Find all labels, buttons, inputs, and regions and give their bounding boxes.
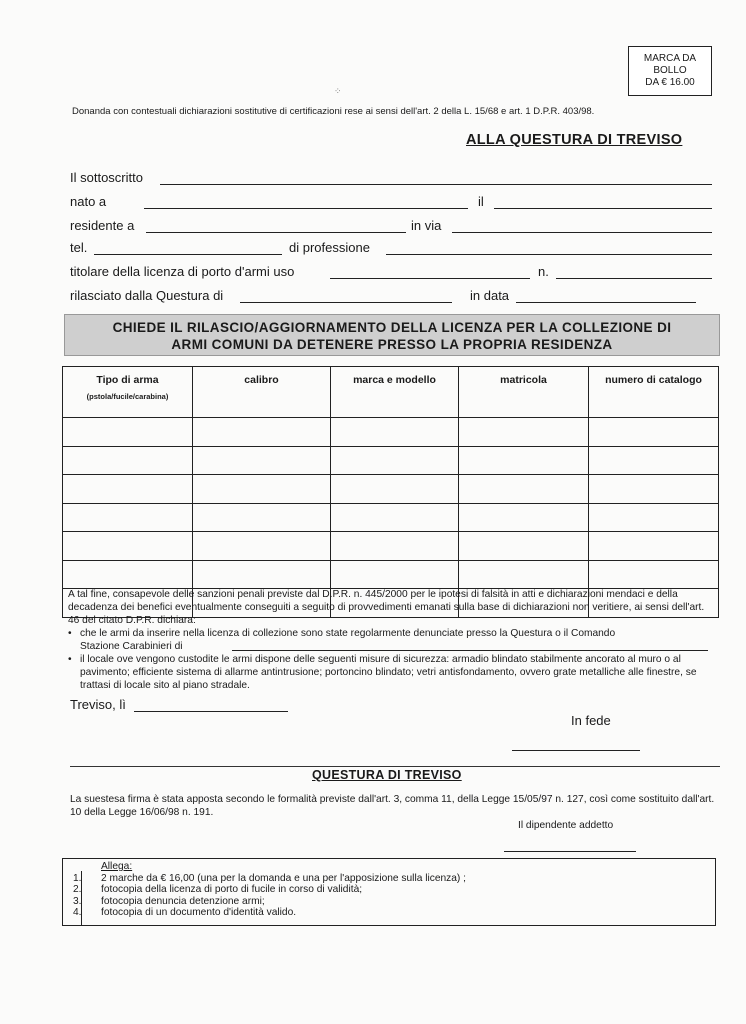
street-label: in via: [411, 218, 442, 233]
table-cell[interactable]: [331, 475, 459, 504]
revenue-stamp-box: [628, 46, 712, 96]
table-cell[interactable]: [459, 446, 589, 475]
table-cell[interactable]: [193, 560, 331, 589]
column-weapon-type-hint: (pstola/fucile/carabina): [86, 392, 169, 401]
request-banner: [64, 314, 720, 356]
table-row: [63, 532, 719, 561]
table-cell[interactable]: [63, 475, 193, 504]
clerk-label: Il dipendente addetto: [518, 820, 614, 831]
carabinieri-station-label: Stazione Carabinieri di: [80, 641, 183, 652]
table-cell[interactable]: [459, 532, 589, 561]
table-cell[interactable]: [63, 503, 193, 532]
issued-by-label: rilasciato dalla Questura di: [70, 288, 224, 303]
table-cell[interactable]: [459, 418, 589, 447]
declaration-item-reported-text: che le armi da inserire nella licenza di collezione sono state regolarmente denunciate presso la Questura o il Comando: [80, 628, 616, 639]
list-item: [73, 873, 715, 885]
enclosure-number: 1.: [73, 872, 82, 884]
residence-field[interactable]: [146, 232, 406, 233]
table-cell[interactable]: [331, 532, 459, 561]
signature-label: In fede: [571, 713, 611, 728]
licence-number-field[interactable]: [556, 278, 712, 279]
table-cell[interactable]: [331, 418, 459, 447]
enclosure-text: 2 marche da € 16,00 (una per la domanda e una per l'apposizione sulla licenza) ;: [101, 872, 466, 884]
table-cell[interactable]: [63, 446, 193, 475]
enclosure-text: fotocopia denuncia detenzione armi;: [101, 895, 265, 907]
table-cell[interactable]: [459, 560, 589, 589]
list-item: [73, 907, 715, 919]
table-row: [63, 446, 719, 475]
table-header-row: [63, 367, 719, 418]
request-line-2: ARMI COMUNI DA DETENERE PRESSO LA PROPRIA RESIDENZA: [171, 337, 613, 352]
table-row: [63, 503, 719, 532]
table-cell[interactable]: [589, 418, 719, 447]
issue-date-field[interactable]: [516, 302, 696, 303]
column-calibre: calibro: [193, 367, 331, 418]
declaration-paragraph: A tal fine, consapevole delle sanzioni penali previste dal D.P.R. n. 445/2000 per le ipotesi di falsità in atti e dichiarazioni mendaci e della decadenza dei benefici eventualmente conseguiti a seguito di provvedimenti emanati sulla base di dichiarazioni non veritiere, ai sensi dell'art. 46 del citato D.P.R. dichiara:: [68, 589, 705, 626]
residence-label: residente a: [70, 218, 135, 233]
table-cell[interactable]: [193, 532, 331, 561]
table-cell[interactable]: [589, 560, 719, 589]
table-cell[interactable]: [331, 503, 459, 532]
place-date-label: Treviso, lì: [70, 697, 126, 712]
table-row: [63, 560, 719, 589]
table-cell[interactable]: [193, 418, 331, 447]
intro-text: Donanda con contestuali dichiarazioni sostitutive di certificazioni rese ai sensi dell'art. 2 della L. 15/68 e art. 1 D.P.R. 403/98.: [72, 106, 595, 117]
table-cell[interactable]: [331, 560, 459, 589]
clerk-signature-field[interactable]: [504, 851, 636, 852]
enclosure-number: 2.: [73, 884, 82, 895]
enclosure-number: 4.: [73, 907, 82, 918]
birth-date-field[interactable]: [494, 208, 712, 209]
column-weapon-type: [63, 367, 193, 418]
stamp-line-2: BOLLO: [653, 65, 687, 76]
list-item: [73, 896, 715, 908]
authentication-text: La suestesa firma è stata apposta secondo le formalità previste dall'art. 3, comma 11, della Legge 15/05/97 n. 127, così come sostituito dall'art. 10 della Legge 16/06/98 n. 191.: [70, 794, 715, 818]
born-in-field[interactable]: [144, 208, 468, 209]
column-serial: matricola: [459, 367, 589, 418]
table-row: [63, 475, 719, 504]
licence-type-label: titolare della licenza di porto d'armi uso: [70, 264, 295, 279]
table-cell[interactable]: [459, 475, 589, 504]
table-cell[interactable]: [193, 475, 331, 504]
weapons-table: [62, 366, 719, 618]
list-item: [73, 884, 715, 896]
enclosures-divider: [81, 871, 82, 926]
table-cell[interactable]: [459, 503, 589, 532]
table-cell[interactable]: [589, 503, 719, 532]
issued-by-field[interactable]: [240, 302, 452, 303]
table-cell[interactable]: [63, 418, 193, 447]
profession-field[interactable]: [386, 254, 712, 255]
enclosure-number: 3.: [73, 895, 82, 907]
column-weapon-type-label: Tipo di arma: [96, 374, 159, 386]
declaration-list: [68, 627, 718, 692]
table-cell[interactable]: [193, 503, 331, 532]
table-cell[interactable]: [63, 560, 193, 589]
undersigned-field[interactable]: [160, 184, 712, 185]
street-field[interactable]: [452, 232, 712, 233]
birth-date-label: il: [478, 194, 484, 209]
licence-number-label: n.: [538, 264, 549, 279]
table-cell[interactable]: [331, 446, 459, 475]
enclosures-box: [62, 858, 716, 926]
section-divider: [70, 766, 720, 767]
table-cell[interactable]: [63, 532, 193, 561]
table-row: [63, 418, 719, 447]
profession-label: di professione: [289, 240, 370, 255]
born-in-label: nato a: [70, 194, 107, 209]
office-subtitle: QUESTURA DI TREVISO: [312, 768, 462, 782]
licence-type-field[interactable]: [330, 278, 530, 279]
declaration-block: [68, 588, 718, 692]
table-cell[interactable]: [193, 446, 331, 475]
request-line-1: CHIEDE IL RILASCIO/AGGIORNAMENTO DELLA LICENZA PER LA COLLEZIONE DI: [112, 320, 672, 335]
table-cell[interactable]: [589, 446, 719, 475]
signature-field[interactable]: [512, 750, 640, 751]
undersigned-label: Il sottoscritto: [70, 170, 143, 185]
table-cell[interactable]: [589, 532, 719, 561]
table-cell[interactable]: [589, 475, 719, 504]
carabinieri-station-field[interactable]: [232, 650, 708, 651]
office-title: ALLA QUESTURA DI TREVISO: [466, 132, 683, 148]
place-date-field[interactable]: [134, 711, 288, 712]
phone-field[interactable]: [94, 254, 282, 255]
stamp-line-1: MARCA DA: [643, 53, 697, 64]
issue-date-label: in data: [470, 288, 510, 303]
column-catalogue-number: numero di catalogo: [589, 367, 719, 418]
column-make-model: marca e modello: [331, 367, 459, 418]
phone-label: tel.: [70, 240, 88, 255]
enclosure-text: fotocopia di un documento d'identità valido.: [101, 907, 297, 918]
enclosures-title: Allega:: [101, 861, 133, 872]
scan-speck: ⁘: [334, 86, 342, 96]
declaration-item-security: • il locale ove vengono custodite le armi dispone delle seguenti misure di sicurezza: armadio blindato stabilmente ancorato al muro o al pavimento; efficiente sistema di allarme antintrusione; portoncino blindato; vetri antisfondamento, ovvero grate metalliche alle finestre, se trattasi di locale sito al piano stradale.: [68, 653, 718, 692]
enclosure-text: fotocopia della licenza di porto di fucile in corso di validità;: [101, 884, 363, 895]
stamp-line-3: DA € 16.00: [645, 77, 695, 88]
